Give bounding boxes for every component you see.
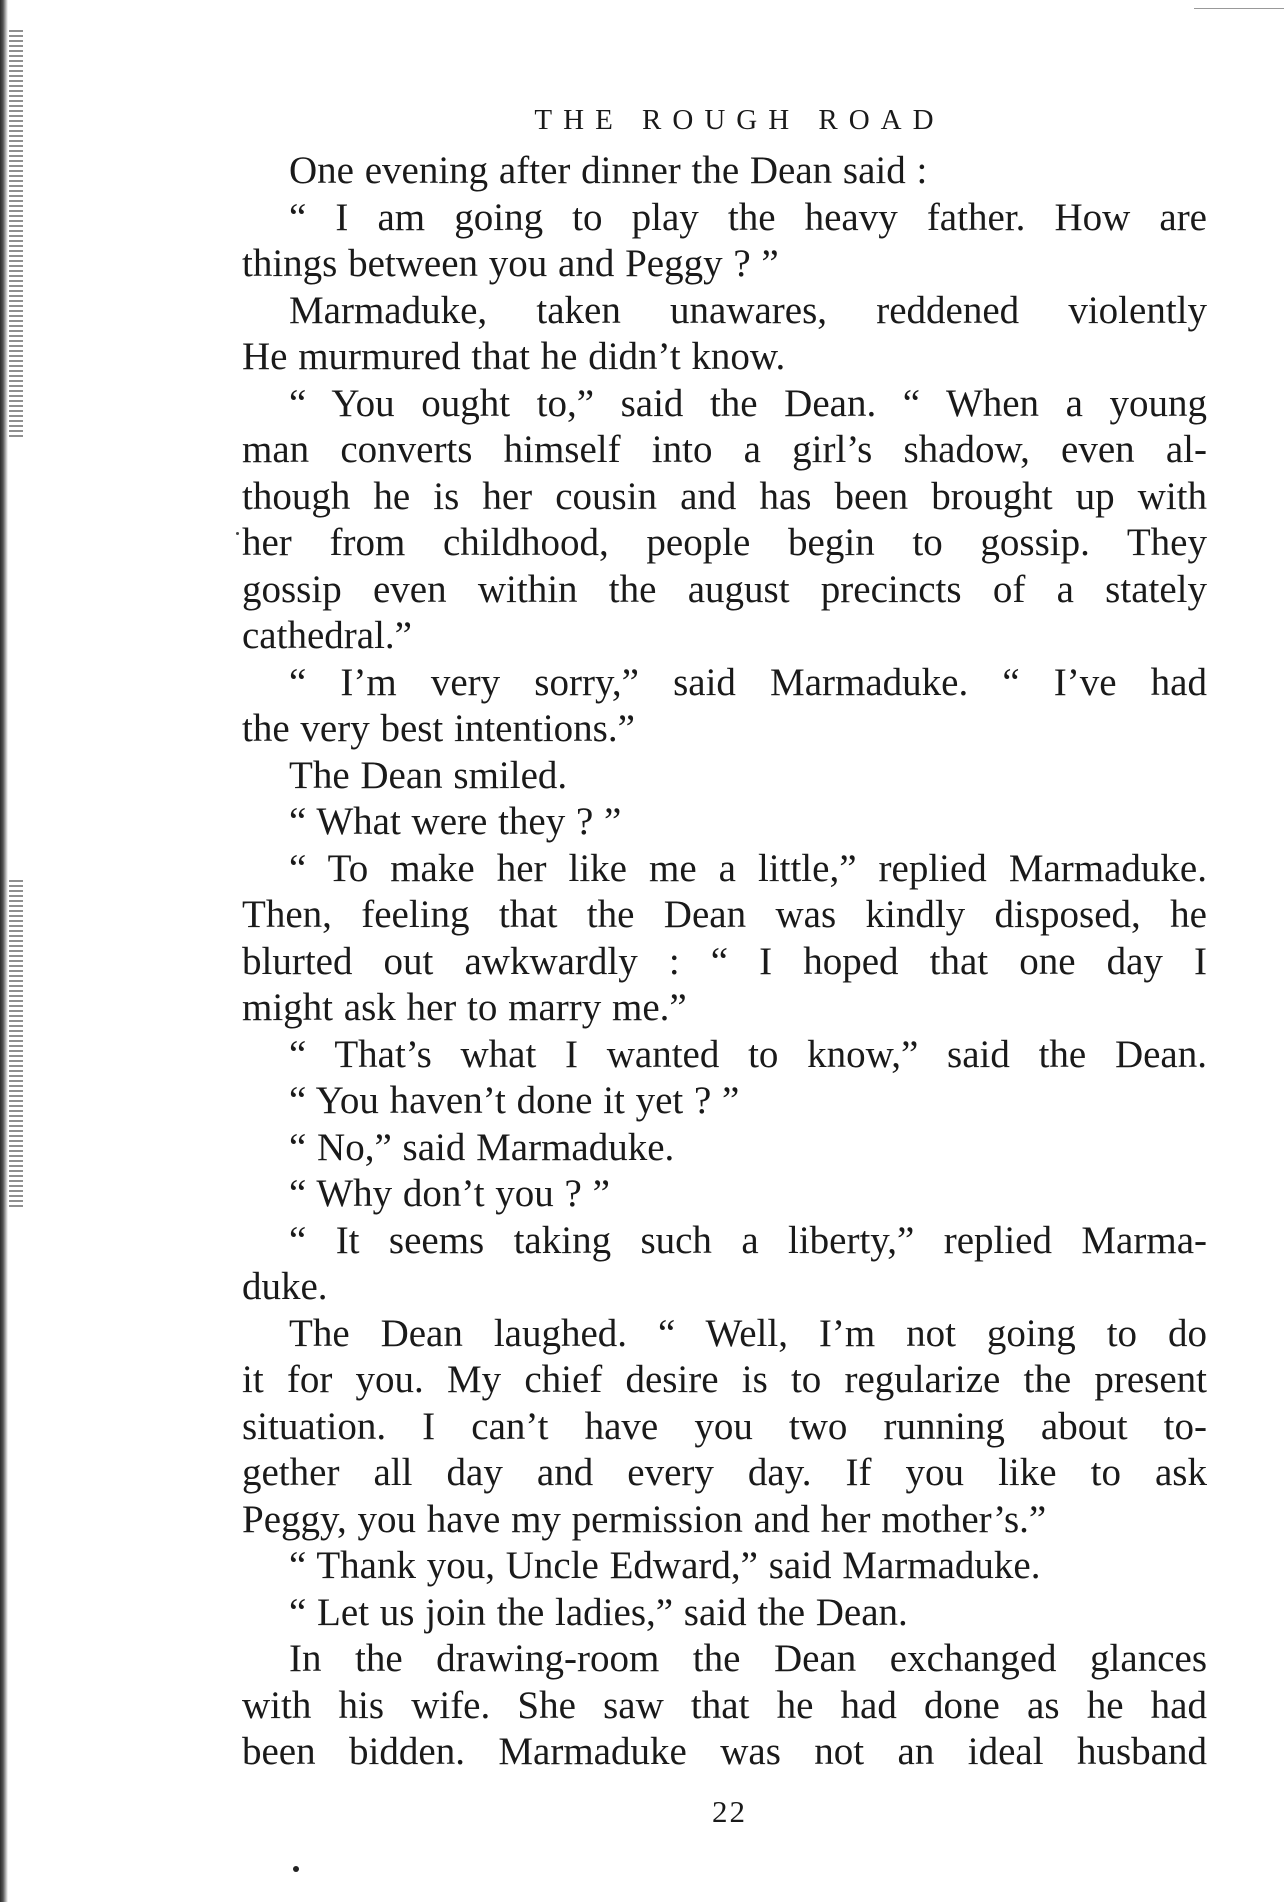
- text-line: been bidden. Marmaduke was not an ideal husband: [242, 1730, 1207, 1773]
- text-line: gether all day and every day. If you like to ask: [242, 1451, 1207, 1494]
- text-line: “ It seems taking such a liberty,” replied Marma-: [289, 1218, 1207, 1262]
- text-line: “ You haven’t done it yet ? ”: [289, 1079, 740, 1122]
- page-number: 22: [712, 1794, 747, 1829]
- scan-binding-edge: [0, 0, 8, 1902]
- body-text: [242, 148, 1207, 1776]
- text-line: Marmaduke, taken unawares, reddened violently: [289, 288, 1207, 332]
- text-line: cathedral.”: [242, 614, 412, 657]
- text-line: The Dean smiled.: [289, 753, 568, 797]
- text-line: might ask her to marry me.”: [242, 986, 687, 1029]
- text-line: “ To make her like me a little,” replied Marmaduke.: [289, 846, 1207, 890]
- scan-noise-upper: [9, 30, 23, 440]
- text-line: the very best intentions.”: [242, 707, 635, 750]
- text-line: “ I’m very sorry,” said Marmaduke. “ I’ve had: [289, 660, 1207, 704]
- text-line: though he is her cousin and has been brought up with: [242, 474, 1207, 518]
- scan-noise-lower: [9, 880, 23, 1210]
- text-line: Then, feeling that the Dean was kindly disposed, he: [242, 893, 1207, 936]
- text-line: Peggy, you have my permission and her mother’s.”: [242, 1497, 1047, 1541]
- text-line: her from childhood, people begin to gossip. They: [242, 521, 1207, 564]
- text-line: duke.: [242, 1265, 328, 1308]
- text-line: “ Thank you, Uncle Edward,” said Marmaduke.: [289, 1544, 1041, 1587]
- scan-dot: [293, 1866, 299, 1872]
- text-line: situation. I can’t have you two running about to-: [242, 1404, 1207, 1448]
- scan-top-rule: [1194, 8, 1284, 9]
- text-line: “ What were they ? ”: [289, 800, 622, 843]
- text-line: man converts himself into a girl’s shadow, even al-: [242, 428, 1207, 471]
- text-line: The Dean laughed. “ Well, I’m not going to do: [289, 1311, 1207, 1355]
- text-line: blurted out awkwardly : “ I hoped that one day I: [242, 939, 1207, 983]
- text-line: He murmured that he didn’t know.: [242, 335, 786, 378]
- text-line: it for you. My chief desire is to regularize the present: [242, 1358, 1207, 1401]
- text-line: gossip even within the august precincts of a stately: [242, 567, 1207, 611]
- text-line: “ You ought to,” said the Dean. “ When a young: [289, 381, 1207, 425]
- text-line: “ That’s what I wanted to know,” said the Dean.: [289, 1032, 1207, 1076]
- text-line: “ I am going to play the heavy father. How are: [289, 195, 1207, 239]
- book-page: [242, 100, 1207, 1776]
- text-line: “ Why don’t you ? ”: [289, 1172, 610, 1215]
- text-line: with his wife. She saw that he had done as he had: [242, 1683, 1207, 1727]
- text-line: In the drawing-room the Dean exchanged glances: [289, 1637, 1207, 1680]
- text-line: One evening after dinner the Dean said :: [289, 149, 928, 192]
- text-line: things between you and Peggy ? ”: [242, 242, 779, 285]
- text-line: “ Let us join the ladies,” said the Dean.: [289, 1590, 908, 1634]
- scan-stray-mark: [236, 532, 239, 535]
- text-line: “ No,” said Marmaduke.: [289, 1125, 675, 1169]
- running-head: THE ROUGH ROAD: [534, 104, 945, 136]
